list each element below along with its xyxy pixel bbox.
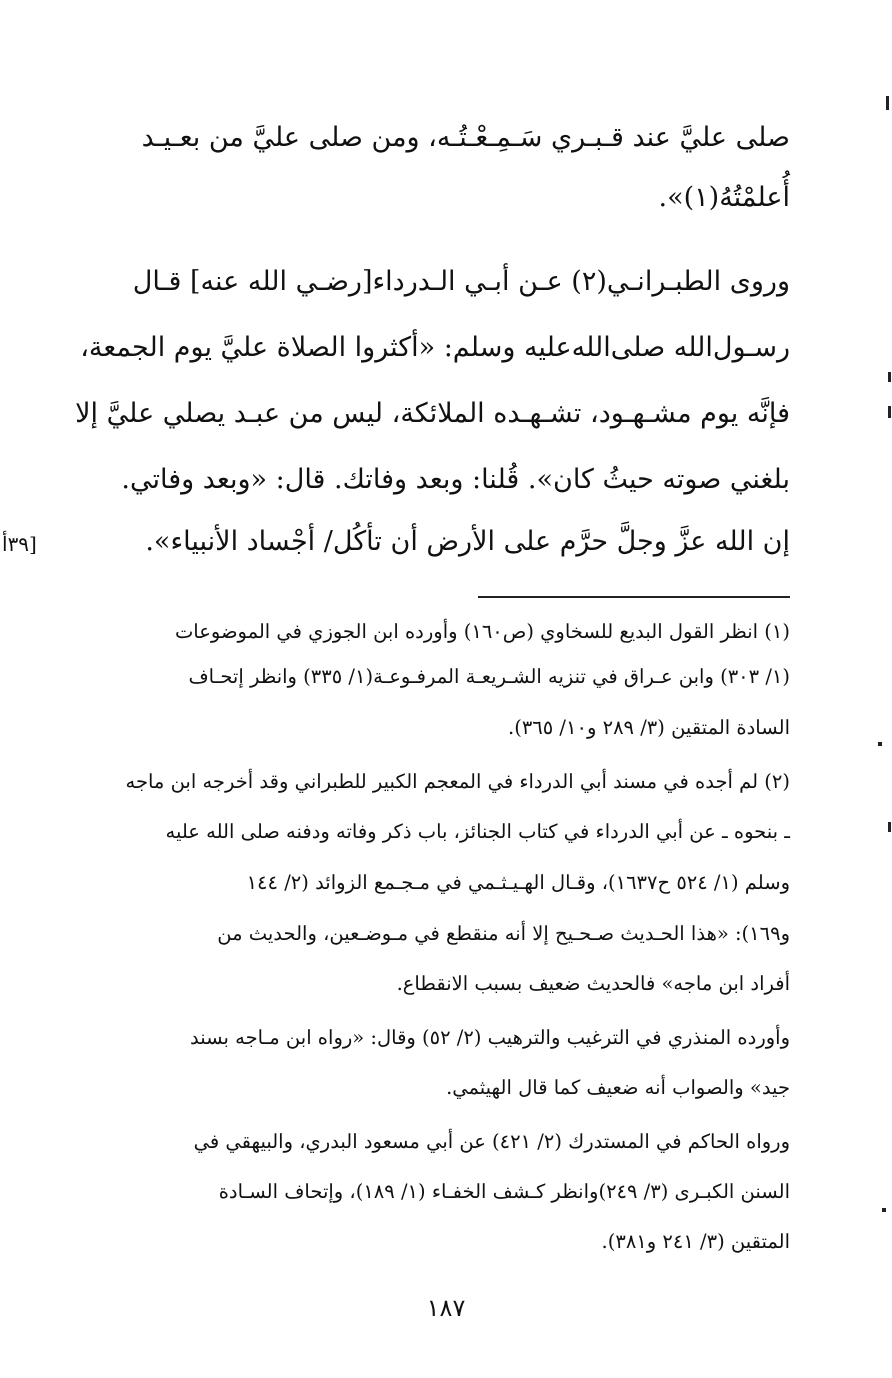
margin-folio-note: [٣٩أ bbox=[2, 532, 37, 556]
footnote-line: المتقين (٣/ ٢٤١ و٣٨١). bbox=[601, 1230, 790, 1253]
footnote-line: أفراد ابن ماجه» فالحديث ضعيف بسبب الانقطاع. bbox=[396, 972, 790, 995]
footnote-line: (٢) لم أجده في مسند أبي الدرداء في المعجم الكبير للطبراني وقد أخرجه ابن ماجه bbox=[125, 770, 790, 793]
footnote-line: جيد» والصواب أنه ضعيف كما قال الهيثمي. bbox=[446, 1076, 790, 1099]
footnote-line: ـ بنحوه ـ عن أبي الدرداء في كتاب الجنائز، باب ذكر وفاته ودفنه صلى الله عليه bbox=[165, 820, 790, 843]
footnote-line: وأورده المنذري في الترغيب والترهيب (٢/ ٥٢) وقال: «رواه ابن مـاجه بسند bbox=[189, 1026, 790, 1049]
footnote-line: وسلم (١/ ٥٢٤ ح١٦٣٧)، وقـال الهـيـثـمي في مـجـمع الزوائد (٢/ ١٤٤ bbox=[246, 871, 790, 894]
scan-speck bbox=[886, 96, 889, 110]
main-line: فإنَّه يوم مشـهـود، تشـهـده الملائكة، ليس من عبـد يصلي عليَّ إلا bbox=[75, 398, 790, 429]
scan-speck bbox=[878, 742, 882, 746]
footnote-line: و١٦٩): «هذا الحـديث صـحـيح إلا أنه منقطع في مـوضـعين، والحديث من bbox=[217, 922, 790, 945]
main-line: رسـول‌الله صلى‌الله‌عليه وسلم: «أكثروا الصلاة عليَّ يوم الجمعة، bbox=[80, 332, 790, 363]
footnote-line: السادة المتقين (٣/ ٢٨٩ و١٠/ ٣٦٥). bbox=[508, 716, 790, 739]
footnote-line: السنن الكبـرى (٣/ ٢٤٩)وانظر كـشف الخفـاء (١/ ١٨٩)، وإتحاف السـادة bbox=[218, 1180, 790, 1203]
main-line: صلى عليَّ عند قـبـري سَـمِـعْـتُـه، ومن صلى عليَّ من بعـيـد bbox=[141, 122, 790, 153]
main-line: وروى الطبـرانـي(٢) عـن أبـي الـدرداء[رضـي الله عنه] قـال bbox=[132, 266, 790, 297]
page-number: ١٨٧ bbox=[426, 1294, 466, 1322]
main-line: إن الله عزَّ وجلَّ حرَّم على الأرض أن تأكُل/ أجْساد الأنبياء». bbox=[145, 526, 790, 557]
main-line: بلغني صوته حيثُ كان». قُلنا: وبعد وفاتك. قال: «وبعد وفاتي. bbox=[121, 464, 790, 495]
footnote-line: (١/ ٣٠٣) وابن عـراق في تنزيه الشـريعـة المرفـوعـة(١/ ٣٣٥) وانظر إتحـاف bbox=[188, 665, 790, 688]
scan-speck bbox=[888, 406, 891, 418]
scan-speck bbox=[882, 1208, 886, 1212]
main-line: أُعلمْتُهُ(١)». bbox=[658, 182, 790, 213]
scan-speck bbox=[888, 372, 891, 382]
footnote-separator bbox=[478, 596, 790, 598]
footnote-line: ورواه الحاكم في المستدرك (٢/ ٤٢١) عن أبي مسعود البدري، والبيهقي في bbox=[193, 1130, 790, 1153]
footnote-line: (١) انظر القول البديع للسخاوي (ص١٦٠) وأورده ابن الجوزي في الموضوعات bbox=[174, 620, 790, 643]
scan-speck bbox=[888, 822, 891, 832]
